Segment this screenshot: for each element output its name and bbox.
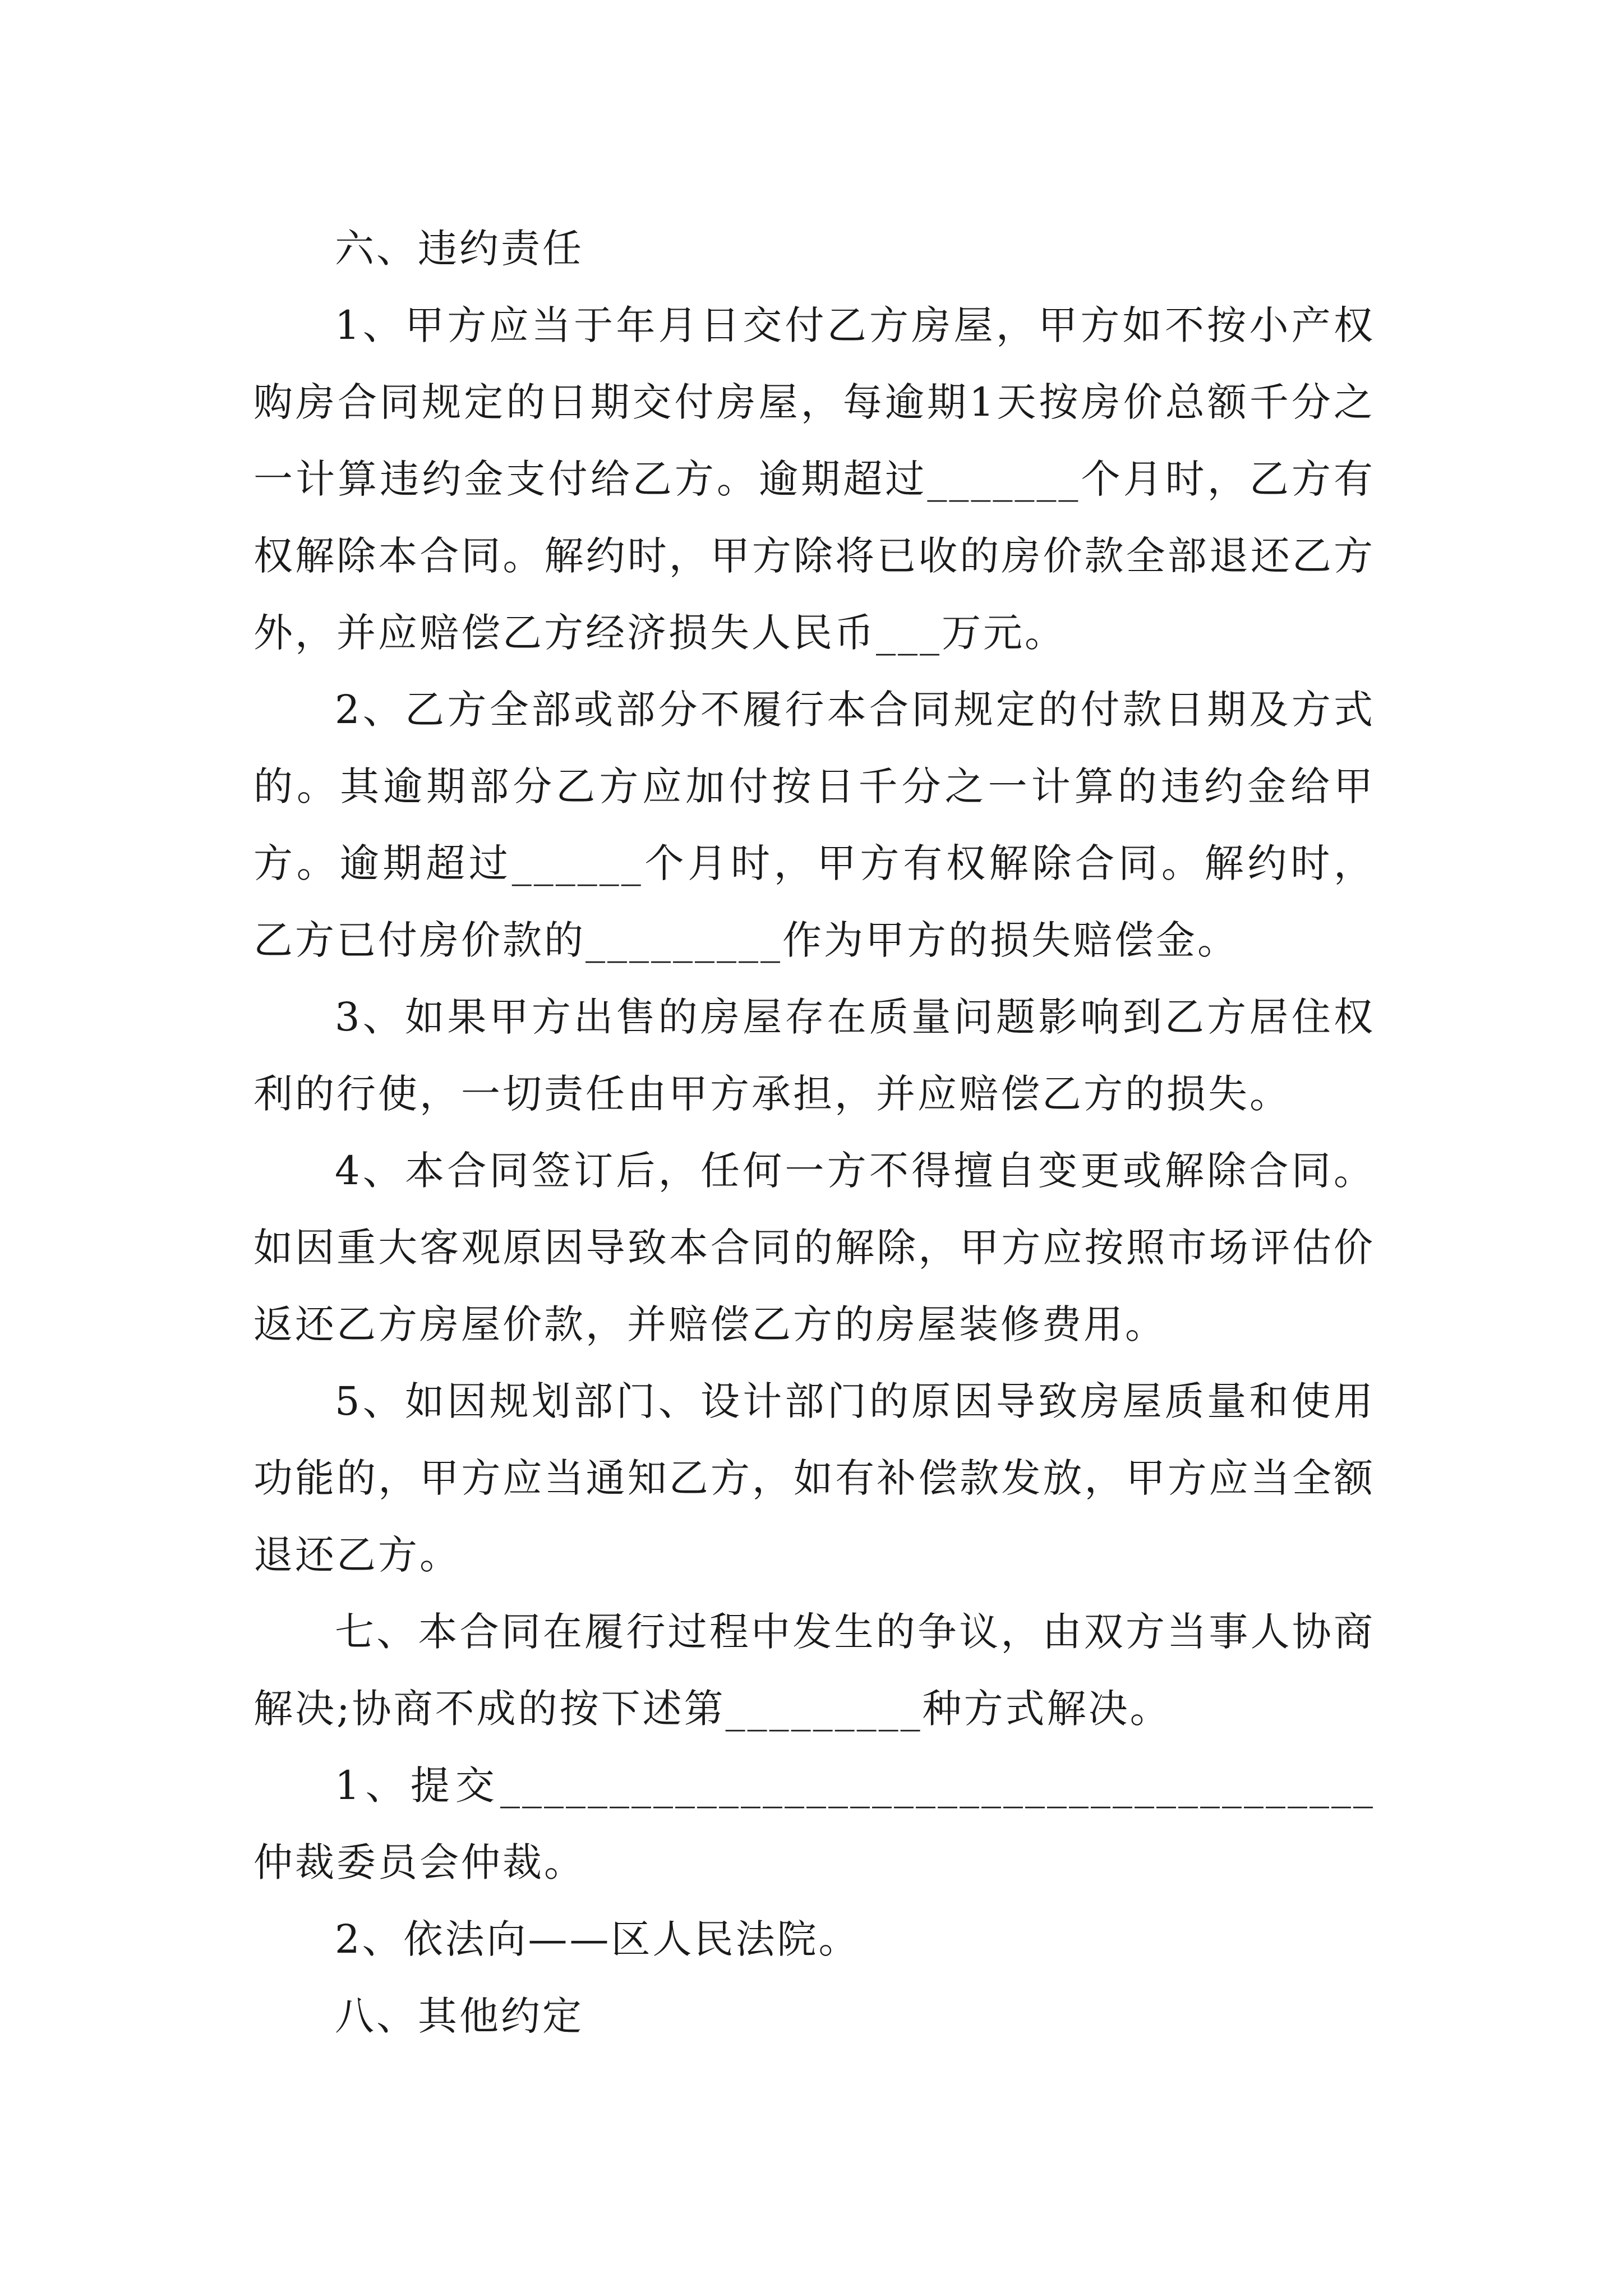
section-heading-other: 八、其他约定 (335, 1993, 584, 2039)
contract-body (253, 210, 1375, 2055)
clause-6-3: 3、如果甲方出售的房屋存在质量问题影响到乙方居住权利的行使，一切责任由甲方承担，并应赔偿乙方的损失。 (253, 994, 1375, 1117)
clause-6-2: 2、乙方全部或部分不履行本合同规定的付款日期及方式的。其逾期部分乙方应加付按日千分之一计算的违约金给甲方。逾期超过______个月时，甲方有权解除合同。解约时，乙方已付房价款的_________作为甲方的损失赔偿金。 (253, 687, 1375, 963)
section-heading-breach: 六、违约责任 (335, 226, 584, 272)
clause-7-2: 2、依法向——区人民法院。 (335, 1916, 860, 1962)
clause-6-5: 5、如因规划部门、设计部门的原因导致房屋质量和使用功能的，甲方应当通知乙方，如有补偿款发放，甲方应当全额退还乙方。 (253, 1378, 1375, 1578)
section-dispute: 七、本合同在履行过程中发生的争议，由双方当事人协商解决;协商不成的按下述第_________种方式解决。 (253, 1609, 1375, 1732)
clause-6-4: 4、本合同签订后，任何一方不得擅自变更或解除合同。如因重大客观原因导致本合同的解除，甲方应按照市场评估价返还乙方房屋价款，并赔偿乙方的房屋装修费用。 (253, 1148, 1375, 1347)
clause-7-1: 1、提交________________________________________仲裁委员会仲裁。 (253, 1763, 1375, 1885)
clause-6-1: 1、甲方应当于年月日交付乙方房屋，甲方如不按小产权购房合同规定的日期交付房屋，每逾期1天按房价总额千分之一计算违约金支付给乙方。逾期超过_______个月时，乙方有权解除本合同。解约时，甲方除将已收的房价款全部退还乙方外，并应赔偿乙方经济损失人民币___万元。 (253, 302, 1375, 656)
